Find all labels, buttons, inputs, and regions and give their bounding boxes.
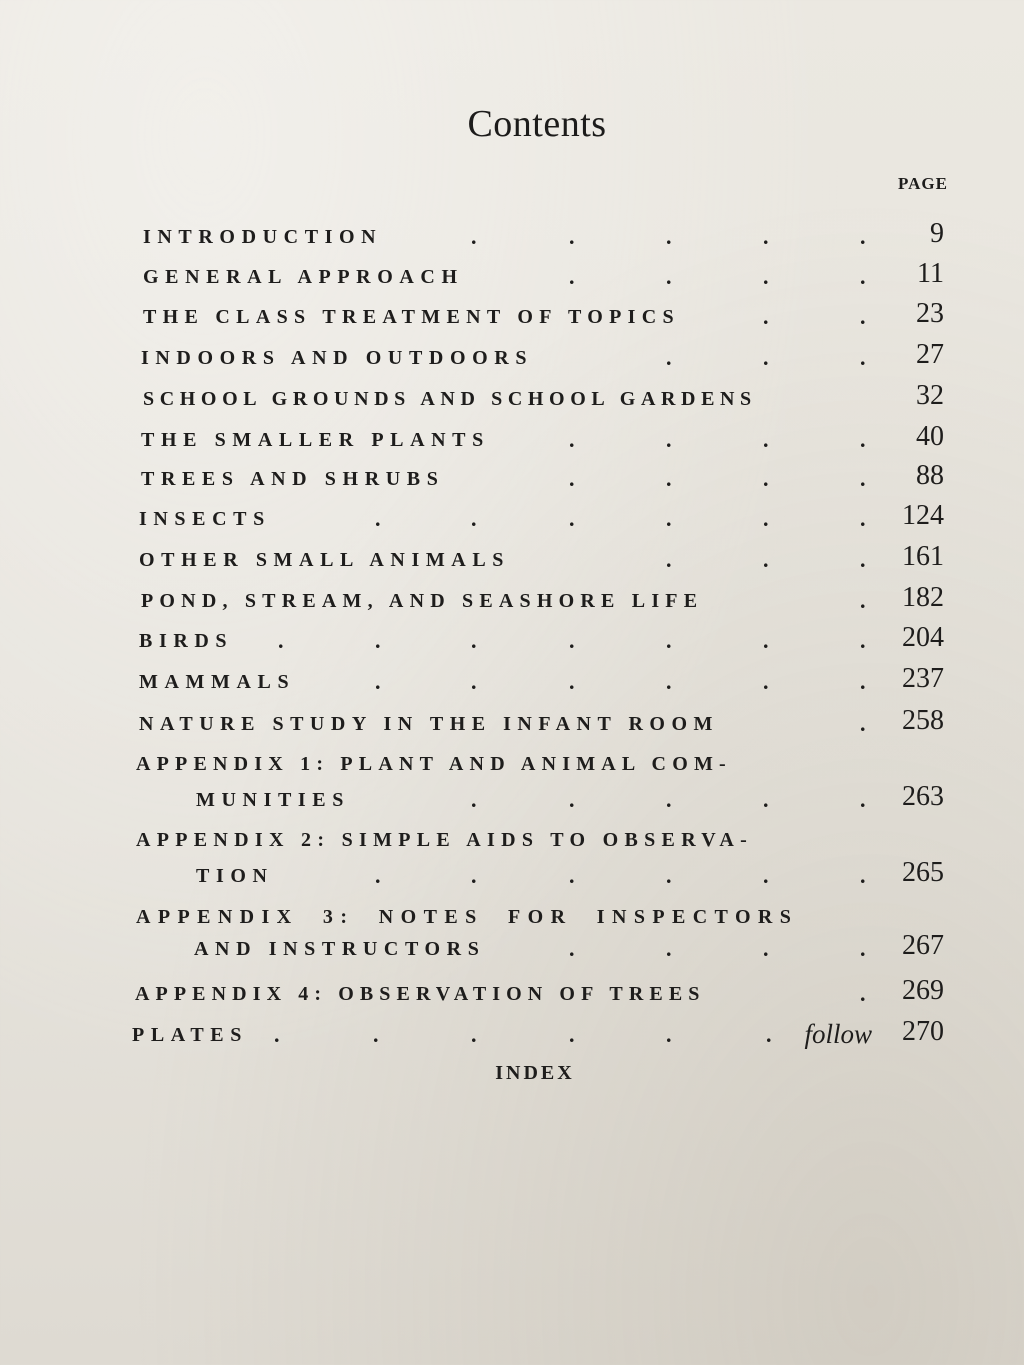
- toc-entry-page: 237: [902, 663, 944, 694]
- toc-entry-page: 32: [916, 380, 944, 411]
- toc-entry-page: 270: [902, 1016, 944, 1047]
- toc-entry-title: INSECTS: [139, 508, 271, 530]
- toc-entry-plates[interactable]: PLATES . . . . . . follow 270: [132, 1016, 944, 1049]
- toc-entry-title: POND, STREAM, AND SEASHORE LIFE: [141, 590, 704, 612]
- toc-entry-title: APPENDIX 1: PLANT AND ANIMAL COM-: [136, 753, 732, 775]
- toc-entry-title: MAMMALS: [139, 671, 296, 693]
- toc-entry-title: GENERAL APPROACH: [143, 266, 464, 288]
- toc-entry-introduction[interactable]: INTRODUCTION . . . . . 9: [143, 218, 944, 249]
- toc-entry-title: TREES AND SHRUBS: [141, 468, 445, 490]
- toc-entry-appendix-4[interactable]: APPENDIX 4: OBSERVATION OF TREES . 269: [135, 975, 944, 1006]
- index-entry[interactable]: INDEX: [495, 1062, 575, 1084]
- toc-entry-class-treatment[interactable]: THE CLASS TREATMENT OF TOPICS . . 23: [143, 298, 944, 329]
- toc-entry-title: INTRODUCTION: [143, 226, 383, 248]
- toc-entry-nature-study[interactable]: NATURE STUDY IN THE INFANT ROOM . 258: [139, 705, 944, 736]
- toc-entry-other-small-animals[interactable]: OTHER SMALL ANIMALS . . . 161: [139, 541, 944, 572]
- toc-entry-appendix-3-continued[interactable]: AND INSTRUCTORS . . . . 267: [194, 930, 944, 961]
- toc-entry-page: 263: [902, 781, 944, 812]
- page-column-label: PAGE: [898, 174, 948, 193]
- toc-entry-title-continued: MUNITIES: [196, 789, 350, 811]
- toc-entry-title: SCHOOL GROUNDS AND SCHOOL GARDENS: [143, 388, 757, 410]
- toc-entry-page: 124: [902, 500, 944, 531]
- toc-entry-mammals[interactable]: MAMMALS . . . . . . 237: [139, 663, 944, 694]
- toc-entry-page: 27: [916, 339, 944, 370]
- page-title: Contents: [467, 103, 607, 145]
- toc-entry-title: PLATES: [132, 1024, 248, 1046]
- toc-entry-page: 23: [916, 298, 944, 329]
- toc-entry-indoors-outdoors[interactable]: INDOORS AND OUTDOORS . . . 27: [141, 339, 944, 370]
- toc-entry-title: APPENDIX 4: OBSERVATION OF TREES: [135, 983, 706, 1005]
- toc-entry-title: APPENDIX 3: NOTES FOR INSPECTORS: [136, 906, 799, 928]
- toc-entry-appendix-1[interactable]: [0, 751, 1024, 787]
- toc-entry-appendix-2-continued[interactable]: TION . . . . . . 265: [196, 857, 944, 888]
- toc-entry-page: 9: [930, 218, 944, 249]
- toc-entry-title: THE SMALLER PLANTS: [141, 429, 490, 451]
- toc-entry-page: 161: [902, 541, 944, 572]
- toc-entry-appendix-2[interactable]: [0, 827, 1024, 863]
- toc-entry-title: BIRDS: [139, 630, 234, 652]
- toc-entry-title: INDOORS AND OUTDOORS: [141, 347, 534, 369]
- toc-entry-insects[interactable]: INSECTS . . . . . . 124: [139, 500, 944, 531]
- toc-entry-page: 11: [917, 258, 944, 289]
- toc-entry-pond-stream[interactable]: POND, STREAM, AND SEASHORE LIFE . 182: [141, 582, 944, 613]
- toc-entry-title: OTHER SMALL ANIMALS: [139, 549, 511, 571]
- toc-entry-title: NATURE STUDY IN THE INFANT ROOM: [139, 713, 719, 735]
- toc-entry-page: 182: [902, 582, 944, 613]
- toc-entry-page: 40: [916, 421, 944, 452]
- toc-entry-appendix-1-continued[interactable]: MUNITIES . . . . . 263: [196, 781, 944, 812]
- toc-entry-page: 204: [902, 622, 944, 653]
- toc-entry-page: 269: [902, 975, 944, 1006]
- toc-entry-birds[interactable]: BIRDS . . . . . . . 204: [139, 622, 944, 653]
- follow-label: follow: [804, 1019, 872, 1049]
- toc-entry-title-continued: TION: [196, 865, 274, 887]
- toc-entry-page: 265: [902, 857, 944, 888]
- toc-entry-general-approach[interactable]: GENERAL APPROACH . . . . 11: [143, 258, 944, 289]
- toc-entry-title: APPENDIX 2: SIMPLE AIDS TO OBSERVA-: [136, 829, 754, 851]
- toc-entry-title: THE CLASS TREATMENT OF TOPICS: [143, 306, 680, 328]
- toc-entry-page: 88: [916, 460, 944, 491]
- toc-entry-smaller-plants[interactable]: THE SMALLER PLANTS . . . . 40: [141, 421, 944, 452]
- toc-entry-title-continued: AND INSTRUCTORS: [194, 938, 486, 960]
- toc-entry-page: 258: [902, 705, 944, 736]
- toc-entry-appendix-3[interactable]: [0, 904, 1024, 940]
- toc-entry-school-grounds[interactable]: [0, 380, 1024, 422]
- toc-entry-page: 267: [902, 930, 944, 961]
- toc-entry-trees-shrubs[interactable]: TREES AND SHRUBS . . . . 88: [141, 460, 944, 491]
